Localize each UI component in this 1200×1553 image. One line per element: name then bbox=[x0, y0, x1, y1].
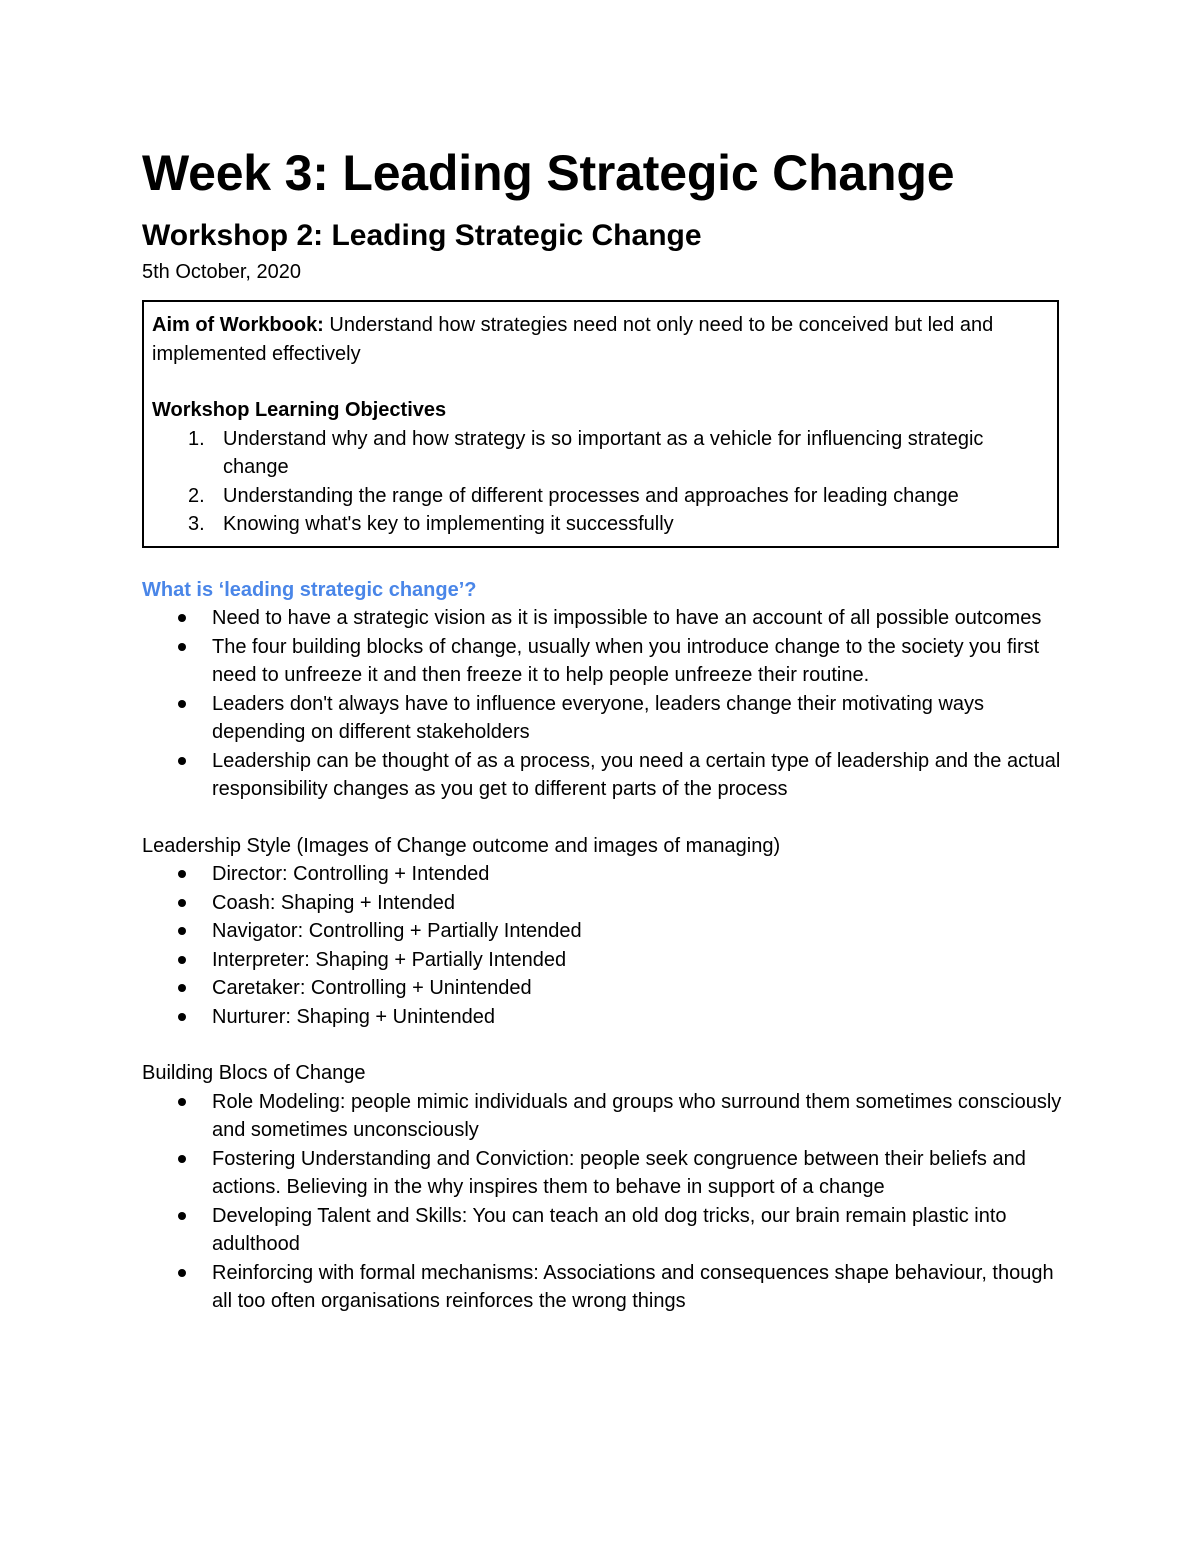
section-blocks-heading: Building Blocs of Change bbox=[142, 1062, 366, 1084]
list-item bbox=[142, 917, 1062, 946]
bullet-icon bbox=[178, 1269, 186, 1277]
list-item-text: Caretaker: Controlling + Unintended bbox=[212, 977, 532, 999]
aim-label: Aim of Workbook: bbox=[152, 314, 324, 336]
section-blocks bbox=[142, 1059, 1062, 1316]
objective-item bbox=[152, 482, 1049, 511]
list-item bbox=[142, 690, 1062, 747]
section-style-list bbox=[142, 860, 1062, 1031]
document-subtitle: Workshop 2: Leading Strategic Change bbox=[142, 219, 702, 252]
section-what bbox=[142, 576, 1062, 804]
bullet-icon bbox=[178, 1013, 186, 1021]
objective-number: 3. bbox=[188, 513, 205, 535]
document-date: 5th October, 2020 bbox=[142, 261, 302, 283]
objective-text: Understand why and how strategy is so important as a vehicle for influencing strategic change bbox=[223, 427, 984, 478]
bullet-icon bbox=[178, 643, 186, 651]
objective-item bbox=[152, 510, 1049, 539]
list-item-text: Leaders don't always have to influence everyone, leaders change their motivating ways depending on different stakeholders bbox=[212, 692, 985, 743]
objective-item bbox=[152, 425, 1049, 482]
bullet-icon bbox=[178, 1155, 186, 1163]
list-item-text: Fostering Understanding and Conviction: people seek congruence between their beliefs and actions. Believing in the why inspires them to behave in support of a change bbox=[212, 1147, 1026, 1198]
bullet-icon bbox=[178, 899, 186, 907]
aim-text: Understand how strategies need not only need to be conceived but led and implemented effectively bbox=[152, 314, 994, 365]
list-item-text: Nurturer: Shaping + Unintended bbox=[212, 1005, 495, 1028]
list-item bbox=[142, 1003, 1062, 1032]
list-item-text: Interpreter: Shaping + Partially Intended bbox=[212, 948, 567, 971]
list-item-text: Navigator: Controlling + Partially Intended bbox=[212, 920, 582, 942]
list-item bbox=[142, 889, 1062, 918]
list-item bbox=[142, 747, 1062, 804]
bullet-icon bbox=[178, 700, 186, 708]
list-item bbox=[142, 946, 1062, 975]
section-style-heading: Leadership Style (Images of Change outcome and images of managing) bbox=[142, 834, 781, 857]
aim-paragraph bbox=[152, 311, 1049, 368]
bullet-icon bbox=[178, 984, 186, 992]
list-item bbox=[142, 633, 1062, 690]
objectives-list bbox=[152, 425, 1049, 539]
objective-text: Understanding the range of different processes and approaches for leading change bbox=[223, 484, 959, 507]
bullet-icon bbox=[178, 757, 186, 765]
section-what-heading: What is ‘leading strategic change’? bbox=[142, 578, 477, 601]
list-item bbox=[142, 1259, 1062, 1316]
section-style bbox=[142, 832, 1062, 1032]
list-item-text: Director: Controlling + Intended bbox=[212, 863, 490, 885]
list-item-text: Coash: Shaping + Intended bbox=[212, 891, 455, 914]
bullet-icon bbox=[178, 614, 186, 622]
list-item bbox=[142, 604, 1062, 633]
list-item-text: Developing Talent and Skills: You can teach an old dog tricks, our brain remain plastic into adulthood bbox=[212, 1204, 1007, 1255]
document-title: Week 3: Leading Strategic Change bbox=[142, 145, 955, 201]
list-item bbox=[142, 974, 1062, 1003]
list-item-text: Reinforcing with formal mechanisms: Associations and consequences shape behaviour, though all too often organisations reinforces the wrong things bbox=[212, 1261, 1054, 1312]
objective-text: Knowing what's key to implementing it successfully bbox=[223, 513, 674, 535]
aim-box bbox=[142, 300, 1059, 548]
list-item bbox=[142, 1202, 1062, 1259]
list-item bbox=[142, 1088, 1062, 1145]
spacer bbox=[152, 368, 1049, 396]
list-item-text: Leadership can be thought of as a process, you need a certain type of leadership and the actual responsibility changes as you get to different parts of the process bbox=[212, 749, 1061, 800]
document-page bbox=[142, 138, 1062, 1316]
list-item-text: Role Modeling: people mimic individuals and groups who surround them sometimes consciously and sometimes unconsciously bbox=[212, 1090, 1062, 1141]
bullet-icon bbox=[178, 1098, 186, 1106]
section-what-list bbox=[142, 604, 1062, 804]
list-item bbox=[142, 860, 1062, 889]
objective-number: 2. bbox=[188, 484, 205, 507]
section-blocks-list bbox=[142, 1088, 1062, 1316]
list-item-text: Need to have a strategic vision as it is impossible to have an account of all possible outcomes bbox=[212, 607, 1042, 629]
bullet-icon bbox=[178, 956, 186, 964]
list-item bbox=[142, 1145, 1062, 1202]
objective-number: 1. bbox=[188, 427, 205, 450]
bullet-icon bbox=[178, 870, 186, 878]
bullet-icon bbox=[178, 1212, 186, 1220]
bullet-icon bbox=[178, 927, 186, 935]
list-item-text: The four building blocks of change, usually when you introduce change to the society you first need to unfreeze it and then freeze it to help people unfreeze their routine. bbox=[212, 635, 1040, 686]
objectives-heading: Workshop Learning Objectives bbox=[152, 399, 447, 421]
